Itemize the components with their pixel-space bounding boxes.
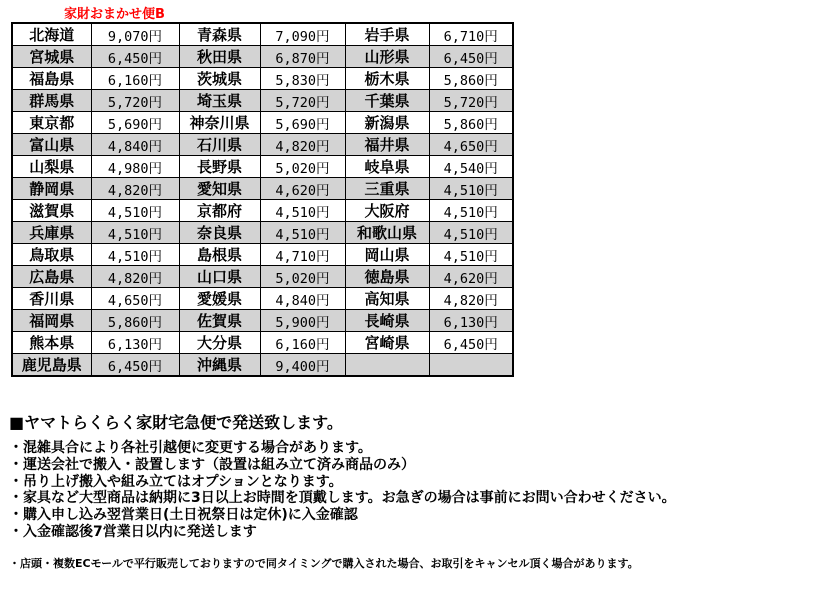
- price-cell: 6,130円: [91, 332, 179, 354]
- price-cell: 5,020円: [260, 156, 345, 178]
- table-row: [12, 266, 513, 288]
- table-row: [12, 354, 513, 377]
- price-cell: 4,840円: [91, 134, 179, 156]
- price-cell: 4,510円: [91, 222, 179, 244]
- prefecture-cell: 福島県: [12, 68, 91, 90]
- prefecture-cell: 高知県: [345, 288, 429, 310]
- prefecture-cell: 佐賀県: [179, 310, 260, 332]
- price-cell: 6,450円: [429, 46, 513, 68]
- price-cell: 4,820円: [429, 288, 513, 310]
- price-cell: 4,650円: [429, 134, 513, 156]
- prefecture-cell: 北海道: [12, 23, 91, 46]
- prefecture-cell: 栃木県: [345, 68, 429, 90]
- prefecture-cell: 広島県: [12, 266, 91, 288]
- price-cell: 4,620円: [260, 178, 345, 200]
- shipping-fee-table-body: [12, 23, 513, 376]
- price-cell: 6,160円: [260, 332, 345, 354]
- price-cell: 4,540円: [429, 156, 513, 178]
- prefecture-cell: 山形県: [345, 46, 429, 68]
- table-row: [12, 288, 513, 310]
- parallel-sale-footnote: ・店頭・複数ECモールで平行販売しておりますので同タイミングで購入された場合、お取引をキャンセル頂く場合があります。: [9, 557, 639, 570]
- table-row: [12, 156, 513, 178]
- prefecture-cell: 宮城県: [12, 46, 91, 68]
- price-cell: 6,710円: [429, 23, 513, 46]
- table-row: [12, 222, 513, 244]
- shipping-notes-list: [9, 440, 676, 541]
- price-cell: 5,690円: [260, 112, 345, 134]
- price-cell: 5,720円: [260, 90, 345, 112]
- prefecture-cell: 香川県: [12, 288, 91, 310]
- table-row: [12, 310, 513, 332]
- price-cell: 6,450円: [429, 332, 513, 354]
- prefecture-cell: 新潟県: [345, 112, 429, 134]
- table-row: [12, 112, 513, 134]
- price-cell: 6,130円: [429, 310, 513, 332]
- price-cell: 4,510円: [91, 200, 179, 222]
- price-cell: 6,870円: [260, 46, 345, 68]
- prefecture-cell: 青森県: [179, 23, 260, 46]
- price-cell: 4,840円: [260, 288, 345, 310]
- prefecture-cell: 秋田県: [179, 46, 260, 68]
- price-cell: 9,070円: [91, 23, 179, 46]
- prefecture-cell: 京都府: [179, 200, 260, 222]
- prefecture-cell: 愛知県: [179, 178, 260, 200]
- price-cell: 5,690円: [91, 112, 179, 134]
- prefecture-cell: 石川県: [179, 134, 260, 156]
- prefecture-cell: 岐阜県: [345, 156, 429, 178]
- prefecture-cell: 奈良県: [179, 222, 260, 244]
- price-cell: 5,720円: [429, 90, 513, 112]
- prefecture-cell: 宮崎県: [345, 332, 429, 354]
- prefecture-cell: 埼玉県: [179, 90, 260, 112]
- prefecture-cell: 茨城県: [179, 68, 260, 90]
- note-item: ・家具など大型商品は納期に3日以上お時間を頂戴します。お急ぎの場合は事前にお問い合わせください。: [9, 490, 676, 507]
- price-cell: 6,450円: [91, 46, 179, 68]
- table-row: [12, 68, 513, 90]
- table-row: [12, 332, 513, 354]
- prefecture-cell: 東京都: [12, 112, 91, 134]
- table-row: [12, 23, 513, 46]
- prefecture-cell: 神奈川県: [179, 112, 260, 134]
- prefecture-cell: 静岡県: [12, 178, 91, 200]
- table-row: [12, 178, 513, 200]
- price-cell: 4,510円: [429, 222, 513, 244]
- price-cell: 6,160円: [91, 68, 179, 90]
- prefecture-cell: 大分県: [179, 332, 260, 354]
- shipping-fee-table: [11, 22, 514, 377]
- price-cell: 4,510円: [429, 200, 513, 222]
- note-item: ・購入申し込み翌営業日(土日祝祭日は定休)に入金確認: [9, 507, 358, 524]
- table-row: [12, 90, 513, 112]
- price-cell: 7,090円: [260, 23, 345, 46]
- price-cell: 4,510円: [260, 222, 345, 244]
- price-cell: 6,450円: [91, 354, 179, 377]
- prefecture-cell: 島根県: [179, 244, 260, 266]
- price-cell: 9,400円: [260, 354, 345, 377]
- prefecture-cell: 岡山県: [345, 244, 429, 266]
- prefecture-cell: 鳥取県: [12, 244, 91, 266]
- price-cell: 4,650円: [91, 288, 179, 310]
- table-title: 家財おまかせ便B: [64, 7, 165, 22]
- prefecture-cell: 長野県: [179, 156, 260, 178]
- note-item: ・入金確認後7営業日以内に発送します: [9, 523, 257, 540]
- prefecture-cell: 熊本県: [12, 332, 91, 354]
- prefecture-cell: 長崎県: [345, 310, 429, 332]
- price-cell: 4,510円: [91, 244, 179, 266]
- note-item: ・混雑具合により各社引越便に変更する場合があります。: [9, 440, 372, 456]
- prefecture-cell: 群馬県: [12, 90, 91, 112]
- price-cell: 5,020円: [260, 266, 345, 288]
- price-cell: 4,820円: [91, 178, 179, 200]
- prefecture-cell: 山口県: [179, 266, 260, 288]
- prefecture-cell: 和歌山県: [345, 222, 429, 244]
- price-cell: 4,710円: [260, 244, 345, 266]
- price-cell: [429, 354, 513, 377]
- prefecture-cell: [345, 354, 429, 377]
- price-cell: 5,860円: [91, 310, 179, 332]
- price-cell: 4,980円: [91, 156, 179, 178]
- prefecture-cell: 愛媛県: [179, 288, 260, 310]
- prefecture-cell: 福井県: [345, 134, 429, 156]
- prefecture-cell: 岩手県: [345, 23, 429, 46]
- table-row: [12, 244, 513, 266]
- prefecture-cell: 三重県: [345, 178, 429, 200]
- prefecture-cell: 千葉県: [345, 90, 429, 112]
- price-cell: 5,860円: [429, 68, 513, 90]
- table-row: [12, 134, 513, 156]
- note-item: ・吊り上げ搬入や組み立てはオプションとなります。: [9, 473, 343, 490]
- price-cell: 5,830円: [260, 68, 345, 90]
- prefecture-cell: 大阪府: [345, 200, 429, 222]
- prefecture-cell: 徳島県: [345, 266, 429, 288]
- price-cell: 4,620円: [429, 266, 513, 288]
- table-row: [12, 46, 513, 68]
- price-cell: 4,820円: [91, 266, 179, 288]
- prefecture-cell: 鹿児島県: [12, 354, 91, 377]
- price-cell: 4,510円: [429, 178, 513, 200]
- price-cell: 5,860円: [429, 112, 513, 134]
- prefecture-cell: 兵庫県: [12, 222, 91, 244]
- price-cell: 4,820円: [260, 134, 345, 156]
- price-cell: 4,510円: [429, 244, 513, 266]
- price-cell: 4,510円: [260, 200, 345, 222]
- price-cell: 5,720円: [91, 90, 179, 112]
- prefecture-cell: 山梨県: [12, 156, 91, 178]
- prefecture-cell: 沖縄県: [179, 354, 260, 377]
- price-cell: 5,900円: [260, 310, 345, 332]
- note-item: ・運送会社で搬入・設置します（設置は組み立て済み商品のみ）: [9, 456, 415, 473]
- table-row: [12, 200, 513, 222]
- prefecture-cell: 滋賀県: [12, 200, 91, 222]
- prefecture-cell: 富山県: [12, 134, 91, 156]
- prefecture-cell: 福岡県: [12, 310, 91, 332]
- shipping-method-heading: ■ヤマトらくらく家財宅急便で発送致します。: [9, 413, 343, 432]
